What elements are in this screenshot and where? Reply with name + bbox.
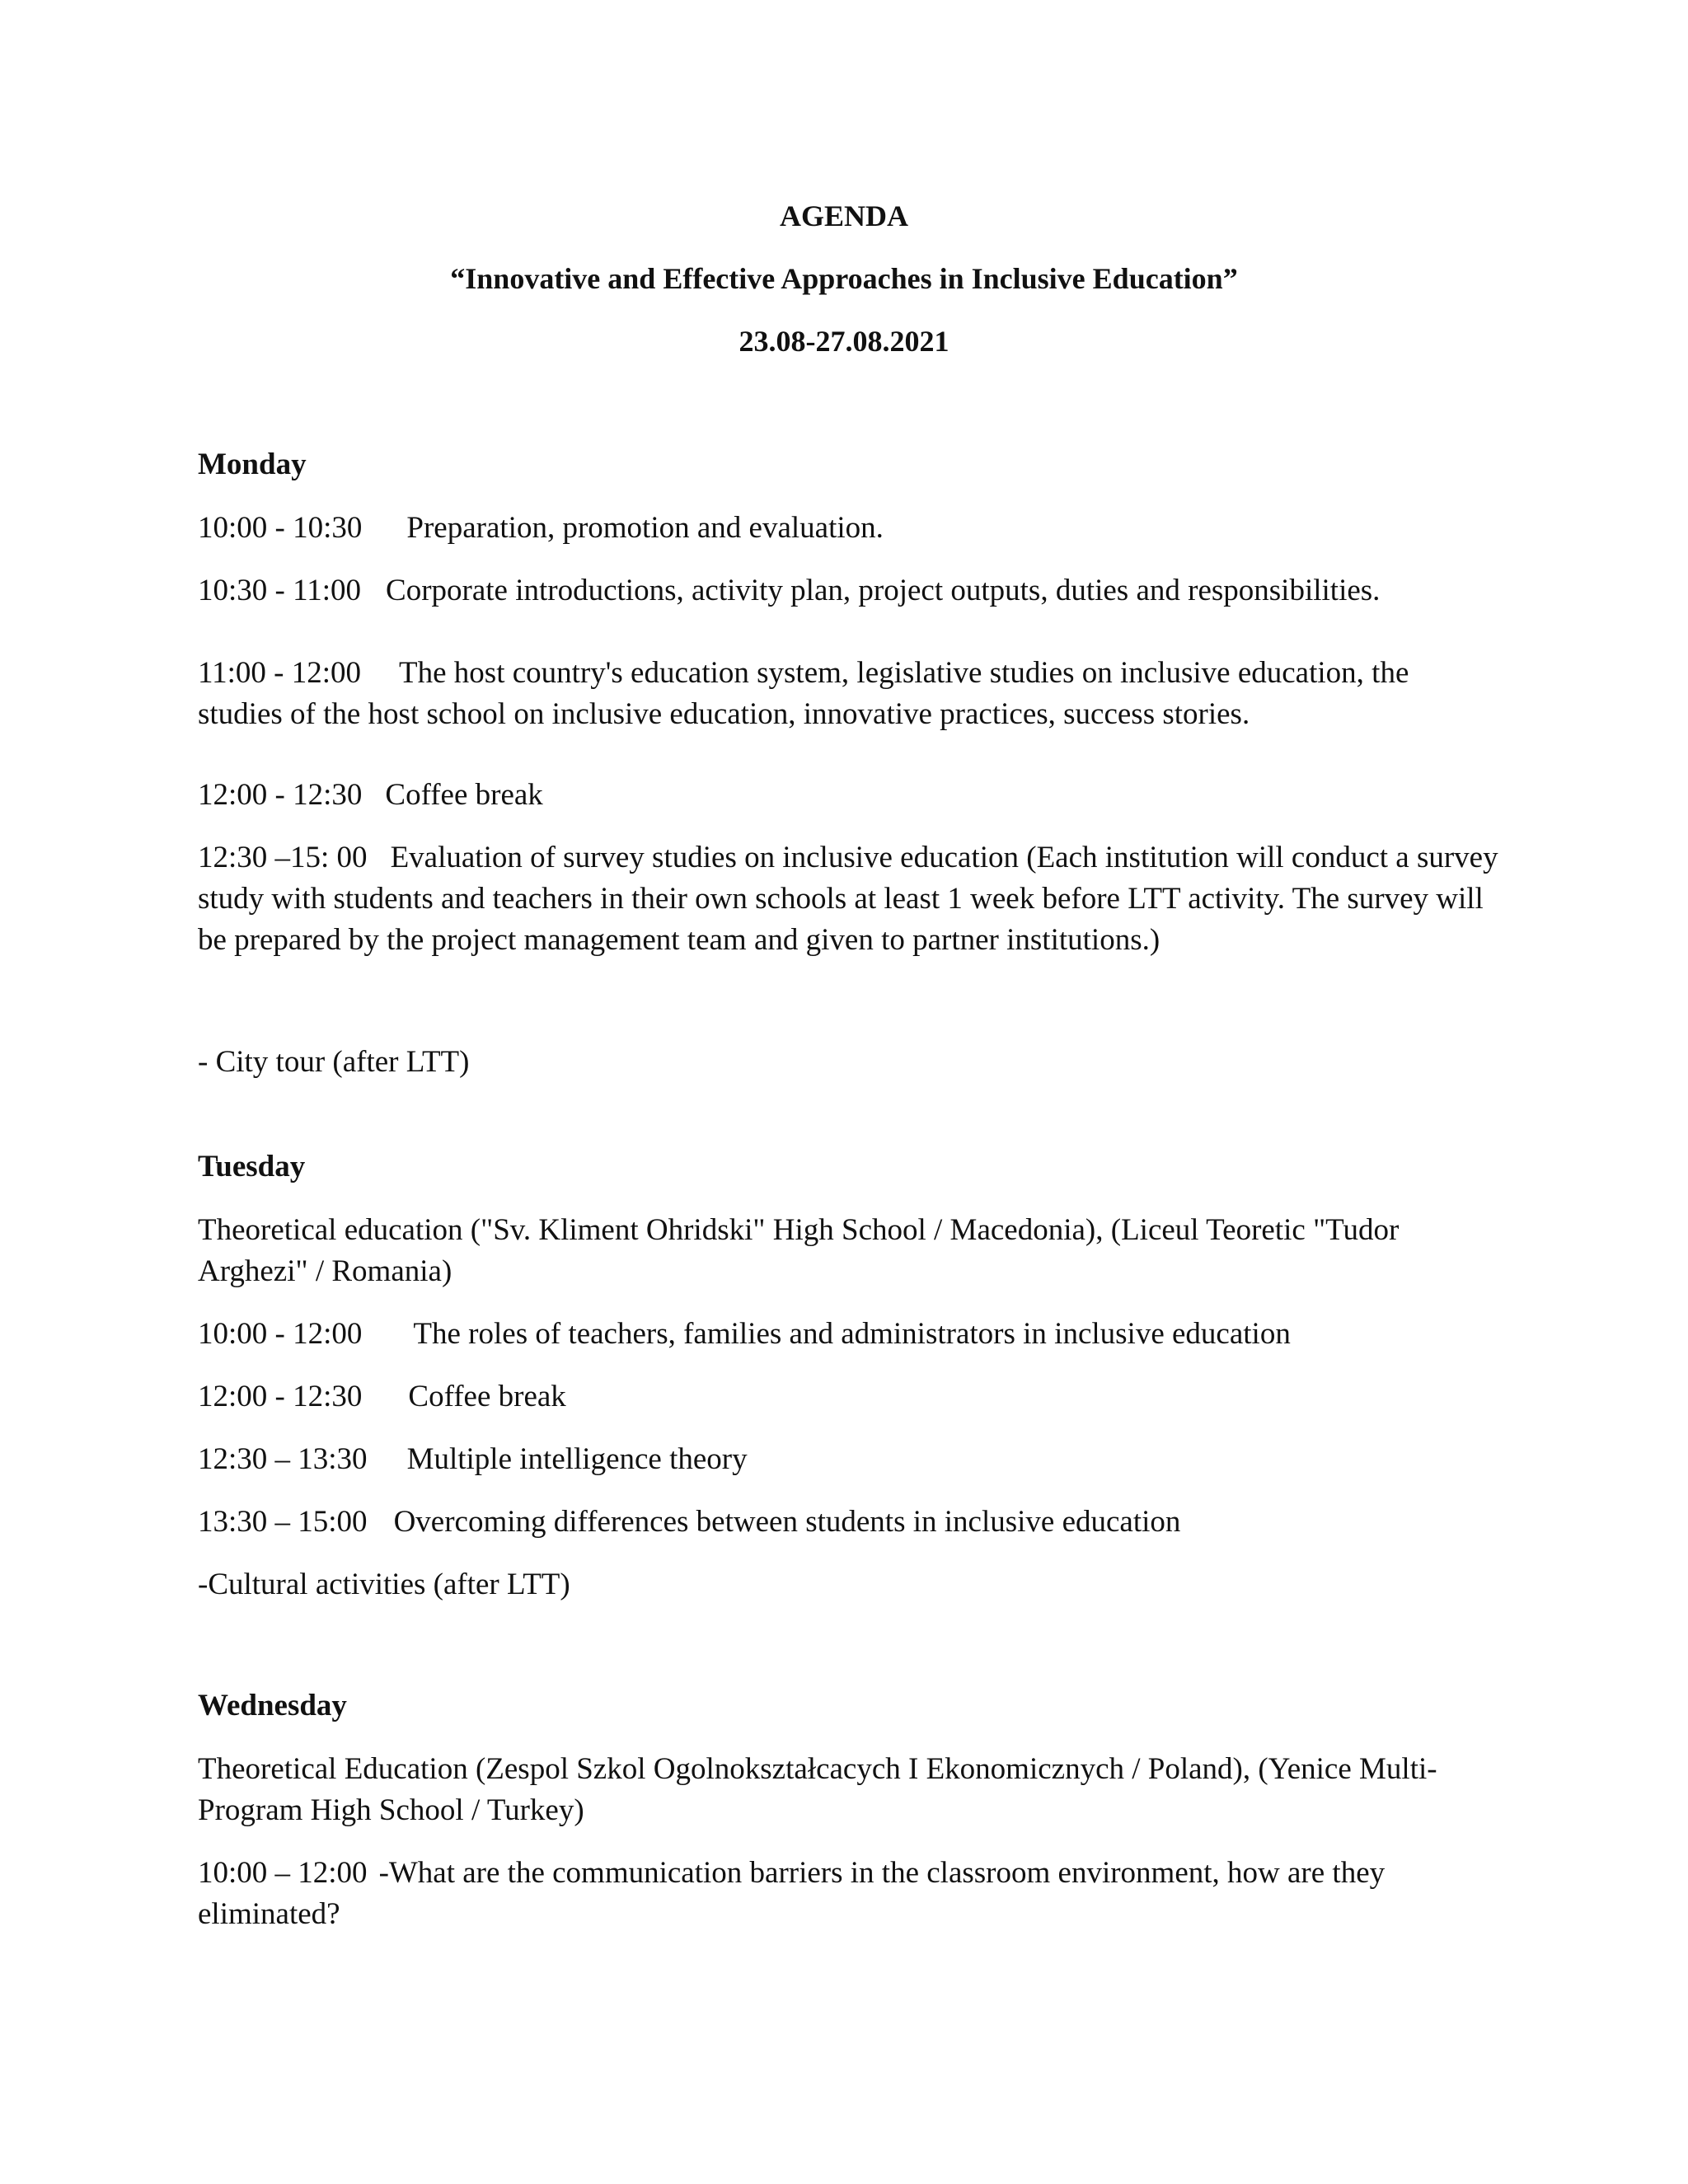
monday-item-1 [198,508,1500,549]
wednesday-intro: Theoretical Education (Zespol Szkol Ogolnokształcacych I Ekonomicznych / Poland), (Yenice Multi-Program High School / Turkey) [198,1752,1437,1827]
wednesday-item-1-text: -What are the communication barriers in the classroom environment, how are they eliminated? [198,1856,1386,1931]
agenda-dates: 23.08-27.08.2021 [738,325,950,358]
tuesday-item-4-text: Overcoming differences between students in inclusive education [393,1505,1181,1539]
monday-item-2-time: 10:30 - 11:00 [198,574,362,607]
agenda-title: AGENDA [779,199,908,232]
monday-item-5-text: Evaluation of survey studies on inclusive education (Each institution will conduct a survey study with students and teachers in their own schools at least 1 week before LTT activity. The survey will be prepared by the project management team and given to partner institutions.) [198,841,1498,957]
tuesday-intro: Theoretical education ("Sv. Kliment Ohridski" High School / Macedonia), (Liceul Teoretic "Tudor Arghezi" / Romania) [198,1213,1400,1288]
monday-item-4-time: 12:00 - 12:30 [198,778,363,812]
monday-item-3 [198,653,1500,735]
day-heading-monday: Monday [198,448,307,481]
monday-note: - City tour (after LTT) [198,1045,470,1079]
tuesday-item-1-text: The roles of teachers, families and administrators in inclusive education [413,1317,1291,1351]
monday-item-1-text: Preparation, promotion and evaluation. [406,511,884,545]
tuesday-item-3-text: Multiple intelligence theory [406,1442,748,1476]
agenda-subtitle: “Innovative and Effective Approaches in Inclusive Education” [450,262,1238,295]
tuesday-item-3 [198,1439,1500,1480]
wednesday-item-1 [198,1853,1500,1935]
tuesday-item-2 [198,1376,1500,1418]
day-heading-wednesday: Wednesday [198,1689,347,1722]
wednesday-item-1-time: 10:00 – 12:00 [198,1856,368,1890]
tuesday-item-4-time: 13:30 – 15:00 [198,1505,368,1539]
day-heading-tuesday: Tuesday [198,1150,306,1183]
tuesday-item-1 [198,1314,1500,1355]
monday-item-4 [198,775,1500,816]
monday-item-1-time: 10:00 - 10:30 [198,511,363,545]
tuesday-note: -Cultural activities (after LTT) [198,1568,570,1601]
monday-item-2-text: Corporate introductions, activity plan, project outputs, duties and responsibilities. [386,574,1381,607]
monday-item-3-time: 11:00 - 12:00 [198,656,362,690]
monday-item-4-text: Coffee break [385,778,543,812]
tuesday-item-2-text: Coffee break [408,1380,566,1413]
tuesday-item-4 [198,1502,1500,1543]
tuesday-item-3-time: 12:30 – 13:30 [198,1442,368,1476]
monday-item-3-text: The host country's education system, legislative studies on inclusive education, the studies of the host school on inclusive education, innovative practices, success stories. [198,656,1409,731]
monday-item-2 [198,570,1500,612]
monday-item-5-time: 12:30 –15: 00 [198,841,368,874]
monday-item-5 [198,837,1500,961]
tuesday-item-1-time: 10:00 - 12:00 [198,1317,363,1351]
tuesday-item-2-time: 12:00 - 12:30 [198,1380,363,1413]
